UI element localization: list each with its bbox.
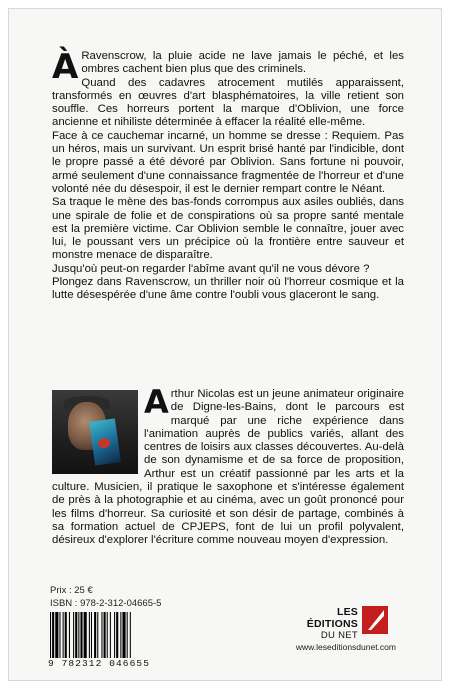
- blurb-paragraph-3: Face à ce cauchemar incarné, un homme se dresse : Requiem. Pas un héros, mais un survivant. Un esprit brisé hanté par l'indicible, dont le propre passé a été dévoré par Oblivion. Sans fortune ni pouvoir, armé seulement d'une connaissance fragmentée de l'horreur et d'une volonté née du désespoir, il est le dernier rempart contre le Néant.: [52, 129, 404, 195]
- drop-cap: À: [52, 47, 79, 87]
- blurb-paragraph-6: Plongez dans Ravenscrow, un thriller noir où l'horreur cosmique et la lutte désespérée d'une âme contre l'oubli vous glaceront le sang.: [52, 276, 404, 302]
- barcode: [48, 612, 170, 658]
- blurb-paragraph-2: Quand des cadavres atrocement mutilés apparaissent, transformés en œuvres d'art blasphématoires, la ville retient son souffle. Ces horreurs portent la marque d'Oblivion, une force ancienne et nihiliste déterminée à effacer la réalité elle-même.: [52, 76, 404, 129]
- blurb-paragraph-5: Jusqu'où peut-on regarder l'abîme avant qu'il ne vous dévore ?: [52, 262, 370, 275]
- blurb-paragraph-1: À Ravenscrow, la pluie acide ne lave jamais le péché, et les ombres cachent bien plus que des criminels.: [52, 47, 404, 87]
- author-bio-text: rthur Nicolas est un jeune animateur originaire de Digne-les-Bains, dont le parcours est marqué par une riche expérience dans l'animation auprès de publics variés, allant des centres de loisirs aux classes découvertes. Au-delà de son dynamisme et de sa force de proposition, Arthur est un créatif passionné par les arts et la culture. Musicien, il pratique le saxophone et s'intéresse également de près à la photographie et au cinéma, avec un goût prononcé pour les films d'horreur. Sa curiosité et son désir de partage, combinés à sa formation actuel de CPJEPS, font de lui un profil polyvalent, désireux d'explorer l'écriture comme nouveau moyen d'expression.: [52, 388, 404, 547]
- publisher-line-1: LES ÉDITIONS: [306, 606, 358, 630]
- author-bio: [52, 383, 404, 548]
- isbn-text: ISBN : 978-2-312-04665-5: [50, 598, 162, 609]
- publisher-url: www.leseditionsdunet.com: [295, 642, 396, 652]
- price-text: Prix : 25 €: [50, 585, 93, 596]
- book-blurb: [52, 47, 404, 303]
- publisher-name: [288, 606, 358, 641]
- barcode-number: 9 782312 046655: [48, 658, 151, 669]
- author-photo: [52, 390, 138, 474]
- blurb-paragraph-4: Sa traque le mène des bas-fonds corrompus aux asiles oubliés, dans une spirale de folie et de conspirations où sa propre santé mentale est la première victime. Car Oblivion semble le connaître, jouer avec lui, le poussant vers un précipice où la frontière entre sauveur et monstre menace de disparaître.: [52, 196, 404, 262]
- price-block: [50, 584, 161, 610]
- drop-cap-author: A: [144, 383, 169, 421]
- publisher-line-2: DU NET: [320, 630, 358, 641]
- publisher-logo-icon: [362, 606, 388, 634]
- book-shape: [89, 418, 121, 465]
